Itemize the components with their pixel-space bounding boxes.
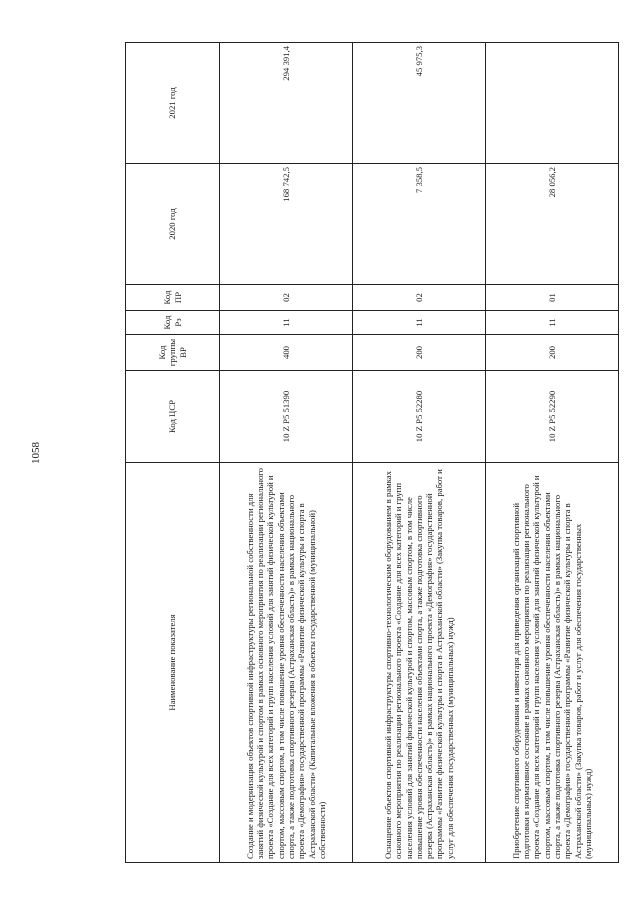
row-csr-code: 10 Z P5 52280: [353, 371, 486, 463]
row-rz-code: 11: [353, 311, 486, 335]
row-rz-code: 11: [486, 311, 619, 335]
row-amount-2021: 294 391,4: [220, 43, 353, 164]
header-csr-code: Код ЦСР: [126, 371, 220, 463]
row-indicator-name: Приобретение спортивного оборудования и инвентаря для приведения организаций спортивной подготовки в нормативное состояние в рамках основного мероприятия по реализации регионального проекта «Создание для всех категорий и групп населения условий для занятий физической культурой и спортом, массовым спортом, в том числе повышение уровня обеспеченности населения объектами спорта, а также подготовка спортивного резерва (Астраханская область)» в рамках национального проекта «Демография» государственной программы «Развитие физической культуры и спорта в Астраханской области» (Закупка товаров, работ и услуг для обеспечения государственных (муниципальных) нужд): [486, 463, 619, 863]
row-vr-code: 200: [353, 335, 486, 371]
row-indicator-name: Создание и модернизация объектов спортивной инфраструктуры региональной собственности для занятий физической культурой и спортом в рамках основного мероприятия по реализации регионального проекта «Создание для всех категорий и групп населения условий для занятий физической культурой и спортом, массовым спортом, в том числе повышение уровня обеспеченности населения объектами спорта, а также подготовка спортивного резерва (Астраханская область)» в рамках национального проекта «Демография» государственной программы «Развитие физической культуры и спорта в Астраханской области» (Капитальные вложения в объекты государственной (муниципальной) собственности): [220, 463, 353, 863]
row-pr-code: 02: [353, 285, 486, 311]
row-csr-code: 10 Z P5 52290: [486, 371, 619, 463]
header-rz-code: Код Рз: [126, 311, 220, 335]
header-year-2021: 2021 год: [126, 43, 220, 164]
budget-table: [125, 42, 619, 863]
row-csr-code: 10 Z P5 51390: [220, 371, 353, 463]
header-year-2020: 2020 год: [126, 164, 220, 285]
row-pr-code: 02: [220, 285, 353, 311]
header-vr-code: Код группы ВР: [126, 335, 220, 371]
row-rz-code: 11: [220, 311, 353, 335]
row-vr-code: 400: [220, 335, 353, 371]
table-frame: [125, 43, 593, 863]
rotated-table-container: [125, 43, 593, 863]
row-amount-2021: [486, 43, 619, 164]
header-indicator-name: Наименование показателя: [126, 463, 220, 863]
header-pr-code: Код ПР: [126, 285, 220, 311]
table-header-row: [126, 43, 220, 863]
row-amount-2020: 7 358,5: [353, 164, 486, 285]
row-pr-code: 01: [486, 285, 619, 311]
row-amount-2020: 168 742,5: [220, 164, 353, 285]
page-number: 1058: [30, 442, 42, 464]
table-row: [220, 43, 353, 863]
table-row: [353, 43, 486, 863]
table-row: [486, 43, 619, 863]
row-indicator-name: Оснащение объектов спортивной инфраструктуры спортивно-технологическим оборудованием в рамках основного мероприятия по реализации регионального проекта «Создание для всех категорий и групп населения условий для занятий физической культурой и спортом, массовым спортом, в том числе повышение уровня обеспеченности населения объектами спорта, а также подготовка спортивного резерва (Астраханская область)» в рамках национального проекта «Демография» государственной программы «Развитие физической культуры и спорта в Астраханской области» (Закупка товаров, работ и услуг для обеспечения государственных (муниципальных) нужд): [353, 463, 486, 863]
row-amount-2021: 45 975,3: [353, 43, 486, 164]
row-amount-2020: 28 056,2: [486, 164, 619, 285]
row-vr-code: 200: [486, 335, 619, 371]
